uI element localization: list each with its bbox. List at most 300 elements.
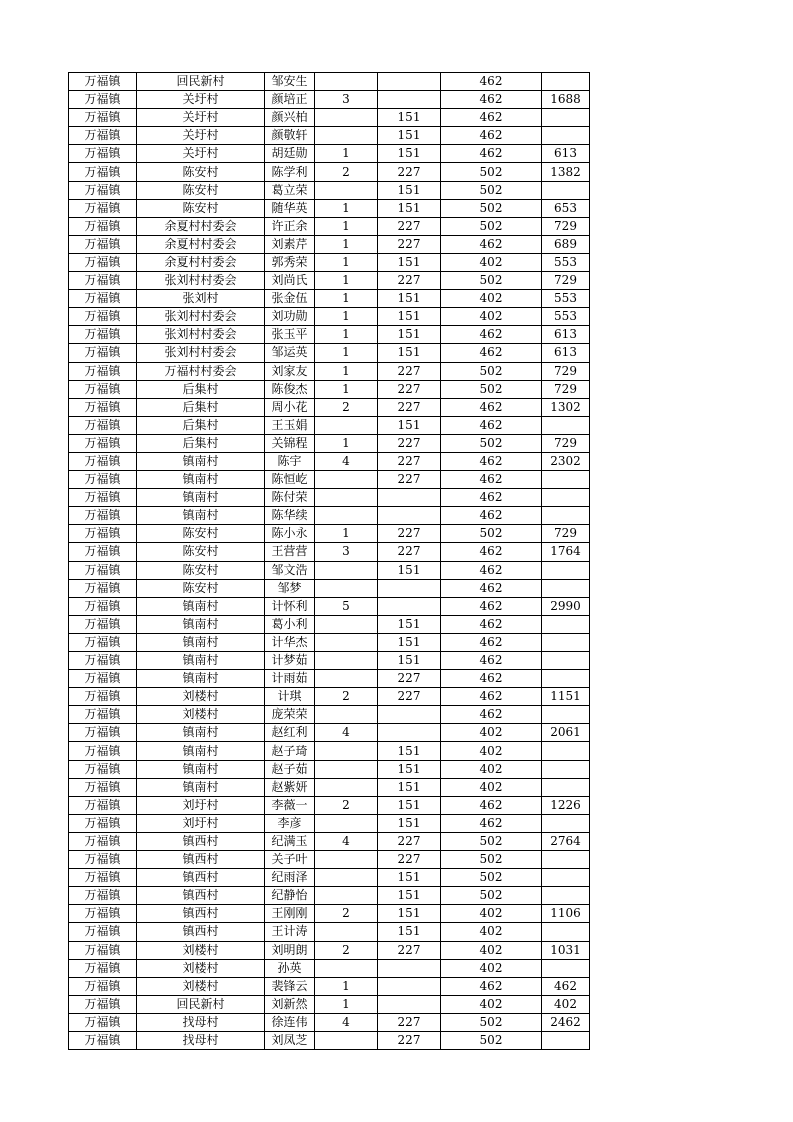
town-cell: 万福镇 [69, 670, 137, 688]
town-cell: 万福镇 [69, 923, 137, 941]
count-cell: 1 [315, 344, 378, 362]
table-row [69, 73, 590, 91]
count-cell: 1 [315, 995, 378, 1013]
amount-a-cell: 151 [378, 760, 441, 778]
village-cell: 关圩村 [137, 145, 265, 163]
town-cell: 万福镇 [69, 380, 137, 398]
amount-a-cell: 227 [378, 163, 441, 181]
village-cell: 张刘村村委会 [137, 344, 265, 362]
count-cell: 3 [315, 543, 378, 561]
name-cell: 计琪 [265, 688, 315, 706]
name-cell: 赵红利 [265, 724, 315, 742]
table-row [69, 181, 590, 199]
count-cell: 1 [315, 145, 378, 163]
count-cell: 1 [315, 253, 378, 271]
count-cell: 4 [315, 832, 378, 850]
name-cell: 葛立荣 [265, 181, 315, 199]
amount-b-cell: 502 [441, 851, 542, 869]
town-cell: 万福镇 [69, 344, 137, 362]
total-cell [542, 615, 590, 633]
amount-b-cell: 402 [441, 778, 542, 796]
amount-a-cell: 227 [378, 670, 441, 688]
total-cell: 462 [542, 977, 590, 995]
village-cell: 刘楼村 [137, 977, 265, 995]
table-row [69, 489, 590, 507]
amount-b-cell: 462 [441, 543, 542, 561]
amount-b-cell: 462 [441, 471, 542, 489]
village-cell: 镇南村 [137, 724, 265, 742]
town-cell: 万福镇 [69, 362, 137, 380]
amount-b-cell: 462 [441, 91, 542, 109]
amount-b-cell: 462 [441, 344, 542, 362]
count-cell [315, 615, 378, 633]
amount-b-cell: 462 [441, 706, 542, 724]
count-cell: 1 [315, 977, 378, 995]
total-cell: 1031 [542, 941, 590, 959]
town-cell: 万福镇 [69, 579, 137, 597]
amount-a-cell: 227 [378, 217, 441, 235]
table-row [69, 742, 590, 760]
village-cell: 镇西村 [137, 832, 265, 850]
amount-b-cell: 462 [441, 127, 542, 145]
amount-a-cell: 227 [378, 851, 441, 869]
amount-b-cell: 462 [441, 796, 542, 814]
total-cell: 553 [542, 290, 590, 308]
village-cell: 陈安村 [137, 561, 265, 579]
count-cell [315, 489, 378, 507]
town-cell: 万福镇 [69, 398, 137, 416]
town-cell: 万福镇 [69, 633, 137, 651]
table-row [69, 1031, 590, 1049]
amount-a-cell [378, 706, 441, 724]
table-row [69, 633, 590, 651]
amount-a-cell [378, 73, 441, 91]
count-cell [315, 652, 378, 670]
village-cell: 镇南村 [137, 742, 265, 760]
village-cell: 回民新村 [137, 73, 265, 91]
count-cell: 2 [315, 905, 378, 923]
name-cell: 孙英 [265, 959, 315, 977]
amount-a-cell: 151 [378, 326, 441, 344]
amount-a-cell: 151 [378, 181, 441, 199]
name-cell: 陈付荣 [265, 489, 315, 507]
name-cell: 裴锋云 [265, 977, 315, 995]
count-cell: 1 [315, 434, 378, 452]
name-cell: 葛小利 [265, 615, 315, 633]
count-cell: 1 [315, 362, 378, 380]
table-row [69, 941, 590, 959]
amount-a-cell: 151 [378, 796, 441, 814]
amount-b-cell: 402 [441, 290, 542, 308]
village-cell: 余夏村村委会 [137, 217, 265, 235]
table-row [69, 452, 590, 470]
table-row [69, 670, 590, 688]
table-row [69, 145, 590, 163]
table-row [69, 615, 590, 633]
name-cell: 纪满玉 [265, 832, 315, 850]
town-cell: 万福镇 [69, 452, 137, 470]
village-cell: 找母村 [137, 1013, 265, 1031]
name-cell: 刘明朗 [265, 941, 315, 959]
table-row [69, 543, 590, 561]
amount-b-cell: 502 [441, 869, 542, 887]
count-cell [315, 760, 378, 778]
count-cell: 2 [315, 796, 378, 814]
table-row [69, 597, 590, 615]
town-cell: 万福镇 [69, 706, 137, 724]
village-cell: 关圩村 [137, 127, 265, 145]
total-cell: 613 [542, 326, 590, 344]
total-cell: 729 [542, 217, 590, 235]
name-cell: 赵子琦 [265, 742, 315, 760]
name-cell: 庞荣荣 [265, 706, 315, 724]
amount-a-cell: 151 [378, 344, 441, 362]
town-cell: 万福镇 [69, 995, 137, 1013]
name-cell: 王刚刚 [265, 905, 315, 923]
amount-a-cell: 227 [378, 688, 441, 706]
total-cell: 2061 [542, 724, 590, 742]
total-cell [542, 742, 590, 760]
total-cell [542, 489, 590, 507]
table-row [69, 652, 590, 670]
village-cell: 找母村 [137, 1031, 265, 1049]
count-cell [315, 706, 378, 724]
table-row [69, 471, 590, 489]
town-cell: 万福镇 [69, 326, 137, 344]
amount-a-cell: 227 [378, 832, 441, 850]
count-cell: 1 [315, 380, 378, 398]
amount-a-cell: 227 [378, 434, 441, 452]
table-row [69, 290, 590, 308]
total-cell [542, 633, 590, 651]
town-cell: 万福镇 [69, 163, 137, 181]
amount-b-cell: 462 [441, 416, 542, 434]
village-cell: 陈安村 [137, 181, 265, 199]
total-cell [542, 869, 590, 887]
village-cell: 回民新村 [137, 995, 265, 1013]
total-cell [542, 959, 590, 977]
village-cell: 后集村 [137, 398, 265, 416]
village-cell: 镇西村 [137, 887, 265, 905]
village-cell: 镇南村 [137, 778, 265, 796]
amount-a-cell: 227 [378, 941, 441, 959]
amount-a-cell [378, 489, 441, 507]
name-cell: 王计涛 [265, 923, 315, 941]
town-cell: 万福镇 [69, 181, 137, 199]
total-cell: 1688 [542, 91, 590, 109]
amount-b-cell: 402 [441, 742, 542, 760]
count-cell: 3 [315, 91, 378, 109]
count-cell: 1 [315, 525, 378, 543]
count-cell: 1 [315, 235, 378, 253]
amount-a-cell: 227 [378, 525, 441, 543]
total-cell [542, 471, 590, 489]
town-cell: 万福镇 [69, 1013, 137, 1031]
town-cell: 万福镇 [69, 832, 137, 850]
village-cell: 万福村村委会 [137, 362, 265, 380]
total-cell: 613 [542, 145, 590, 163]
town-cell: 万福镇 [69, 199, 137, 217]
count-cell: 4 [315, 452, 378, 470]
amount-a-cell: 227 [378, 362, 441, 380]
total-cell: 1764 [542, 543, 590, 561]
town-cell: 万福镇 [69, 615, 137, 633]
village-cell: 陈安村 [137, 525, 265, 543]
total-cell: 653 [542, 199, 590, 217]
village-cell: 镇西村 [137, 869, 265, 887]
village-cell: 镇南村 [137, 760, 265, 778]
total-cell: 729 [542, 434, 590, 452]
amount-a-cell: 227 [378, 1013, 441, 1031]
amount-b-cell: 502 [441, 1013, 542, 1031]
table-row [69, 434, 590, 452]
village-cell: 镇南村 [137, 452, 265, 470]
amount-b-cell: 462 [441, 73, 542, 91]
amount-b-cell: 402 [441, 959, 542, 977]
town-cell: 万福镇 [69, 597, 137, 615]
total-cell [542, 416, 590, 434]
name-cell: 计怀利 [265, 597, 315, 615]
total-cell [542, 923, 590, 941]
total-cell [542, 127, 590, 145]
town-cell: 万福镇 [69, 887, 137, 905]
village-cell: 镇西村 [137, 851, 265, 869]
amount-b-cell: 502 [441, 1031, 542, 1049]
table-row [69, 688, 590, 706]
count-cell [315, 507, 378, 525]
table-row [69, 199, 590, 217]
table-row [69, 959, 590, 977]
town-cell: 万福镇 [69, 272, 137, 290]
count-cell [315, 923, 378, 941]
village-cell: 刘楼村 [137, 941, 265, 959]
total-cell [542, 652, 590, 670]
total-cell: 2990 [542, 597, 590, 615]
table-row [69, 362, 590, 380]
town-cell: 万福镇 [69, 778, 137, 796]
total-cell: 689 [542, 235, 590, 253]
amount-a-cell: 227 [378, 543, 441, 561]
total-cell [542, 109, 590, 127]
village-cell: 后集村 [137, 434, 265, 452]
table-row [69, 579, 590, 597]
amount-a-cell: 151 [378, 308, 441, 326]
amount-b-cell: 462 [441, 489, 542, 507]
village-cell: 镇南村 [137, 670, 265, 688]
amount-b-cell: 462 [441, 507, 542, 525]
table-row [69, 977, 590, 995]
count-cell: 5 [315, 597, 378, 615]
village-cell: 陈安村 [137, 543, 265, 561]
name-cell: 陈恒屹 [265, 471, 315, 489]
count-cell: 1 [315, 217, 378, 235]
count-cell: 1 [315, 308, 378, 326]
amount-b-cell: 462 [441, 814, 542, 832]
table-row [69, 724, 590, 742]
name-cell: 徐连伟 [265, 1013, 315, 1031]
amount-a-cell [378, 597, 441, 615]
amount-b-cell: 462 [441, 652, 542, 670]
total-cell: 2764 [542, 832, 590, 850]
name-cell: 陈宇 [265, 452, 315, 470]
name-cell: 胡廷勋 [265, 145, 315, 163]
amount-b-cell: 462 [441, 579, 542, 597]
amount-a-cell: 151 [378, 290, 441, 308]
name-cell: 李薇一 [265, 796, 315, 814]
count-cell [315, 814, 378, 832]
count-cell: 1 [315, 272, 378, 290]
total-cell [542, 507, 590, 525]
amount-a-cell: 151 [378, 652, 441, 670]
amount-a-cell: 151 [378, 615, 441, 633]
amount-a-cell: 151 [378, 199, 441, 217]
name-cell: 颜敬轩 [265, 127, 315, 145]
village-cell: 关圩村 [137, 109, 265, 127]
village-cell: 镇南村 [137, 597, 265, 615]
name-cell: 王玉娟 [265, 416, 315, 434]
village-cell: 镇西村 [137, 923, 265, 941]
name-cell: 李彦 [265, 814, 315, 832]
name-cell: 颜培正 [265, 91, 315, 109]
town-cell: 万福镇 [69, 416, 137, 434]
town-cell: 万福镇 [69, 290, 137, 308]
town-cell: 万福镇 [69, 688, 137, 706]
village-cell: 镇南村 [137, 471, 265, 489]
total-cell: 2462 [542, 1013, 590, 1031]
amount-b-cell: 502 [441, 217, 542, 235]
data-table [68, 72, 590, 1050]
amount-b-cell: 462 [441, 561, 542, 579]
total-cell: 729 [542, 380, 590, 398]
village-cell: 镇南村 [137, 507, 265, 525]
table-row [69, 380, 590, 398]
name-cell: 计雨茹 [265, 670, 315, 688]
total-cell [542, 73, 590, 91]
amount-b-cell: 462 [441, 633, 542, 651]
name-cell: 计华杰 [265, 633, 315, 651]
total-cell [542, 887, 590, 905]
table-row [69, 814, 590, 832]
village-cell: 镇南村 [137, 652, 265, 670]
town-cell: 万福镇 [69, 489, 137, 507]
name-cell: 计梦茹 [265, 652, 315, 670]
amount-b-cell: 502 [441, 163, 542, 181]
town-cell: 万福镇 [69, 814, 137, 832]
amount-a-cell: 227 [378, 452, 441, 470]
name-cell: 赵紫妍 [265, 778, 315, 796]
amount-a-cell [378, 507, 441, 525]
total-cell: 2302 [542, 452, 590, 470]
town-cell: 万福镇 [69, 109, 137, 127]
amount-b-cell: 402 [441, 923, 542, 941]
count-cell [315, 887, 378, 905]
town-cell: 万福镇 [69, 127, 137, 145]
village-cell: 余夏村村委会 [137, 235, 265, 253]
total-cell: 729 [542, 272, 590, 290]
name-cell: 张金伍 [265, 290, 315, 308]
village-cell: 镇南村 [137, 633, 265, 651]
total-cell: 729 [542, 362, 590, 380]
count-cell: 2 [315, 688, 378, 706]
amount-b-cell: 402 [441, 253, 542, 271]
village-cell: 刘楼村 [137, 688, 265, 706]
amount-b-cell: 462 [441, 326, 542, 344]
count-cell: 2 [315, 398, 378, 416]
name-cell: 刘素芹 [265, 235, 315, 253]
name-cell: 刘家友 [265, 362, 315, 380]
total-cell: 1302 [542, 398, 590, 416]
amount-b-cell: 402 [441, 760, 542, 778]
town-cell: 万福镇 [69, 145, 137, 163]
name-cell: 关锦程 [265, 434, 315, 452]
name-cell: 邹梦 [265, 579, 315, 597]
amount-b-cell: 402 [441, 905, 542, 923]
name-cell: 王营营 [265, 543, 315, 561]
total-cell [542, 814, 590, 832]
table-row [69, 326, 590, 344]
name-cell: 陈学利 [265, 163, 315, 181]
table-row [69, 253, 590, 271]
amount-b-cell: 462 [441, 235, 542, 253]
village-cell: 余夏村村委会 [137, 253, 265, 271]
village-cell: 张刘村村委会 [137, 308, 265, 326]
count-cell [315, 869, 378, 887]
amount-a-cell [378, 724, 441, 742]
amount-a-cell: 151 [378, 633, 441, 651]
amount-b-cell: 502 [441, 181, 542, 199]
table-row [69, 525, 590, 543]
count-cell [315, 127, 378, 145]
total-cell [542, 706, 590, 724]
amount-b-cell: 402 [441, 941, 542, 959]
table-row [69, 272, 590, 290]
amount-a-cell: 151 [378, 253, 441, 271]
village-cell: 镇西村 [137, 905, 265, 923]
name-cell: 许正余 [265, 217, 315, 235]
amount-b-cell: 462 [441, 398, 542, 416]
table-row [69, 778, 590, 796]
town-cell: 万福镇 [69, 434, 137, 452]
name-cell: 刘新然 [265, 995, 315, 1013]
village-cell: 陈安村 [137, 579, 265, 597]
table-row [69, 127, 590, 145]
amount-b-cell: 402 [441, 724, 542, 742]
amount-a-cell: 151 [378, 109, 441, 127]
amount-a-cell [378, 977, 441, 995]
village-cell: 后集村 [137, 380, 265, 398]
amount-a-cell: 227 [378, 1031, 441, 1049]
town-cell: 万福镇 [69, 525, 137, 543]
table-row [69, 760, 590, 778]
total-cell [542, 851, 590, 869]
name-cell: 邹运英 [265, 344, 315, 362]
table-row [69, 344, 590, 362]
town-cell: 万福镇 [69, 760, 137, 778]
total-cell [542, 670, 590, 688]
count-cell: 2 [315, 163, 378, 181]
amount-a-cell [378, 91, 441, 109]
name-cell: 关子叶 [265, 851, 315, 869]
amount-b-cell: 402 [441, 995, 542, 1013]
town-cell: 万福镇 [69, 507, 137, 525]
count-cell [315, 633, 378, 651]
total-cell: 1151 [542, 688, 590, 706]
name-cell: 刘尚氏 [265, 272, 315, 290]
table-row [69, 887, 590, 905]
count-cell [315, 471, 378, 489]
total-cell [542, 760, 590, 778]
village-cell: 张刘村村委会 [137, 326, 265, 344]
